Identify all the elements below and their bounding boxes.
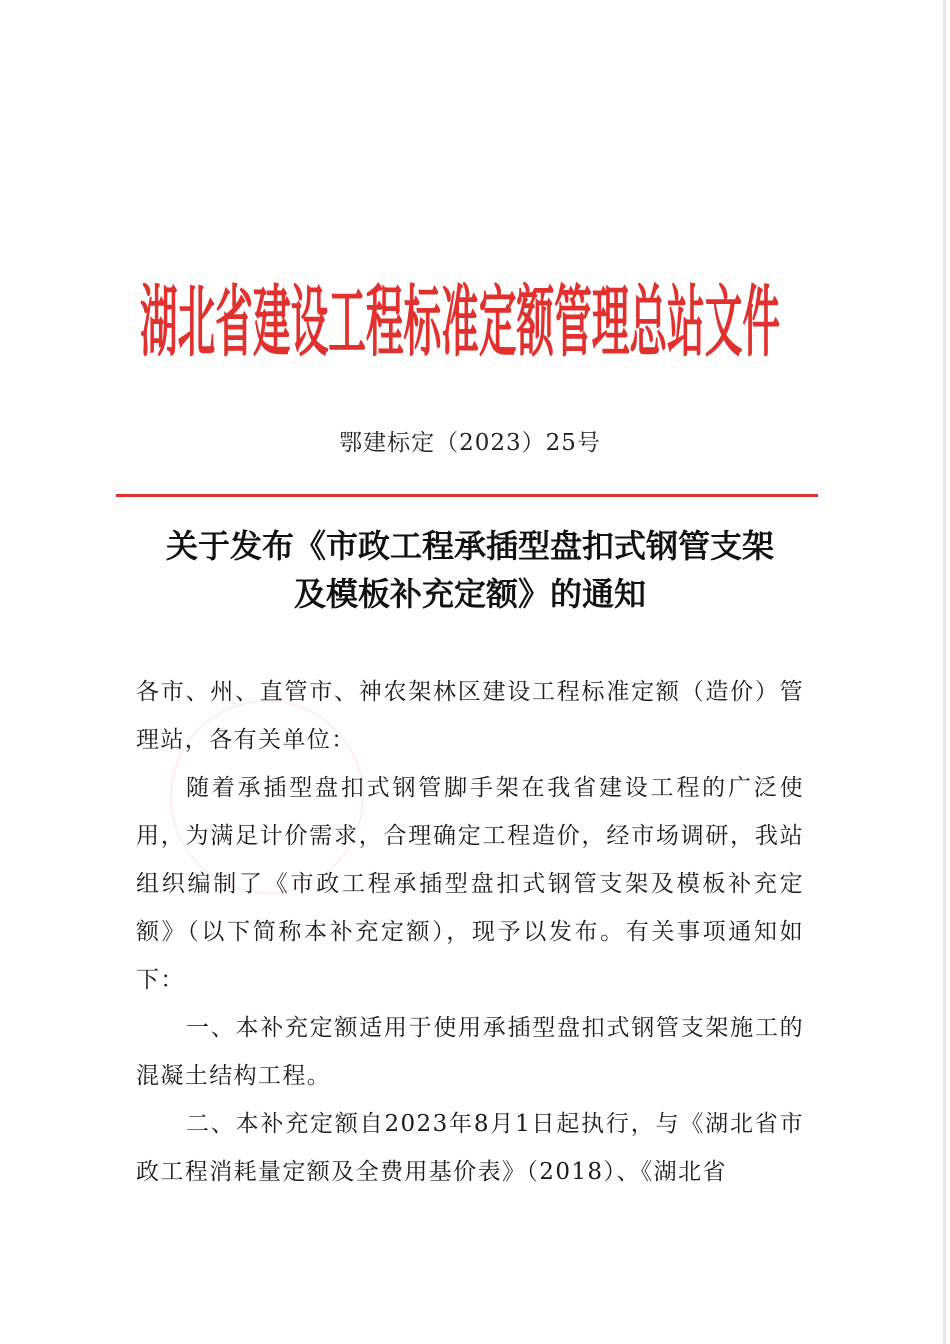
recipients-paragraph: 各市、州、直管市、神农架林区建设工程标准定额（造价）管理站，各有关单位： [136,679,804,753]
notice-title-line-1: 关于发布《市政工程承插型盘扣式钢管支架 [165,527,774,565]
red-divider-line [116,494,818,497]
page-edge [943,0,946,1344]
document-number: 鄂建标定（2023）25号 [339,430,601,456]
notice-title-line-2: 及模板补充定额》的通知 [293,575,646,613]
org-header-title: 湖北省建设工程标准定额管理总站文件 [140,277,780,367]
item-one-paragraph: 一、本补充定额适用于使用承插型盘扣式钢管支架施工的混凝土结构工程。 [136,1015,804,1089]
item-two-paragraph: 二、本补充定额自2023年8月1日起执行，与《湖北省市政工程消耗量定额及全费用基价表》（2018）、《湖北省 [136,1111,804,1185]
notice-body [136,668,804,1196]
notice-title [110,522,830,618]
intro-paragraph: 随着承插型盘扣式钢管脚手架在我省建设工程的广泛使用，为满足计价需求，合理确定工程造价，经市场调研，我站组织编制了《市政工程承插型盘扣式钢管支架及模板补充定额》（以下简称本补充定额），现予以发布。有关事项通知如下： [136,775,804,993]
